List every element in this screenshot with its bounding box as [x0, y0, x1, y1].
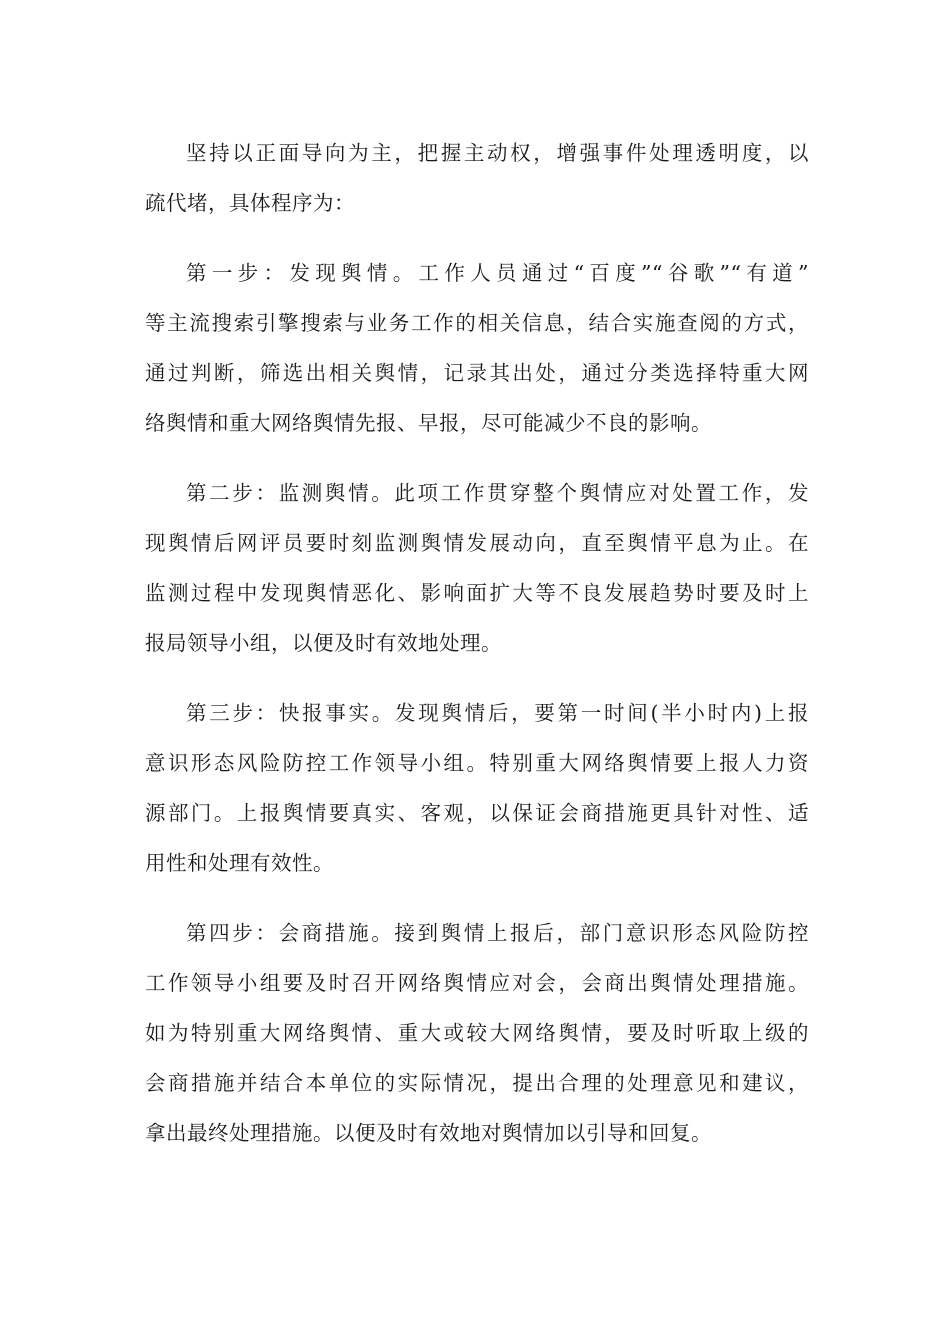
paragraph-step-1: [145, 248, 809, 448]
text-line: 用性和处理有效性。: [145, 851, 334, 875]
text-line: 会商措施并结合本单位的实际情况，提出合理的处理意见和建议，: [145, 1071, 809, 1095]
paragraph-step-4: [145, 908, 809, 1158]
text-line: 第二步：监测舆情。此项工作贯穿整个舆情应对处置工作，发: [186, 481, 809, 505]
text-line: 等主流搜索引擎搜索与业务工作的相关信息，结合实施查阅的方式，: [145, 311, 809, 335]
text-line: 如为特别重大网络舆情、重大或较大网络舆情，要及时听取上级的: [145, 1021, 809, 1045]
text-line: 意识形态风险防控工作领导小组。特别重大网络舆情要上报人力资: [145, 751, 809, 775]
text-line: 工作领导小组要及时召开网络舆情应对会，会商出舆情处理措施。: [145, 971, 809, 995]
text-line: 疏代堵，具体程序为：: [145, 191, 355, 215]
text-line: 现舆情后网评员要时刻监测舆情发展动向，直至舆情平息为止。在: [145, 531, 809, 555]
text-line: 第三步：快报事实。发现舆情后，要第一时间(半小时内)上报: [186, 701, 809, 725]
paragraph-step-2: [145, 468, 809, 668]
paragraph-step-3: [145, 688, 809, 888]
text-line: 络舆情和重大网络舆情先报、早报，尽可能减少不良的影响。: [145, 411, 712, 435]
text-line: 坚持以正面导向为主，把握主动权，增强事件处理透明度，以: [186, 141, 809, 165]
text-line: 监测过程中发现舆情恶化、影响面扩大等不良发展趋势时要及时上: [145, 581, 809, 605]
text-line: 源部门。上报舆情要真实、客观，以保证会商措施更具针对性、适: [145, 801, 809, 825]
paragraph-intro: [145, 128, 809, 228]
text-line: 第一步：发现舆情。工作人员通过“百度”“谷歌”“有道”: [186, 261, 809, 285]
text-line: 报局领导小组，以便及时有效地处理。: [145, 631, 502, 655]
document-body: [145, 128, 809, 1178]
text-line: 拿出最终处理措施。以便及时有效地对舆情加以引导和回复。: [145, 1121, 712, 1145]
text-line: 通过判断，筛选出相关舆情，记录其出处，通过分类选择特重大网: [145, 361, 809, 385]
text-line: 第四步：会商措施。接到舆情上报后，部门意识形态风险防控: [186, 921, 809, 945]
